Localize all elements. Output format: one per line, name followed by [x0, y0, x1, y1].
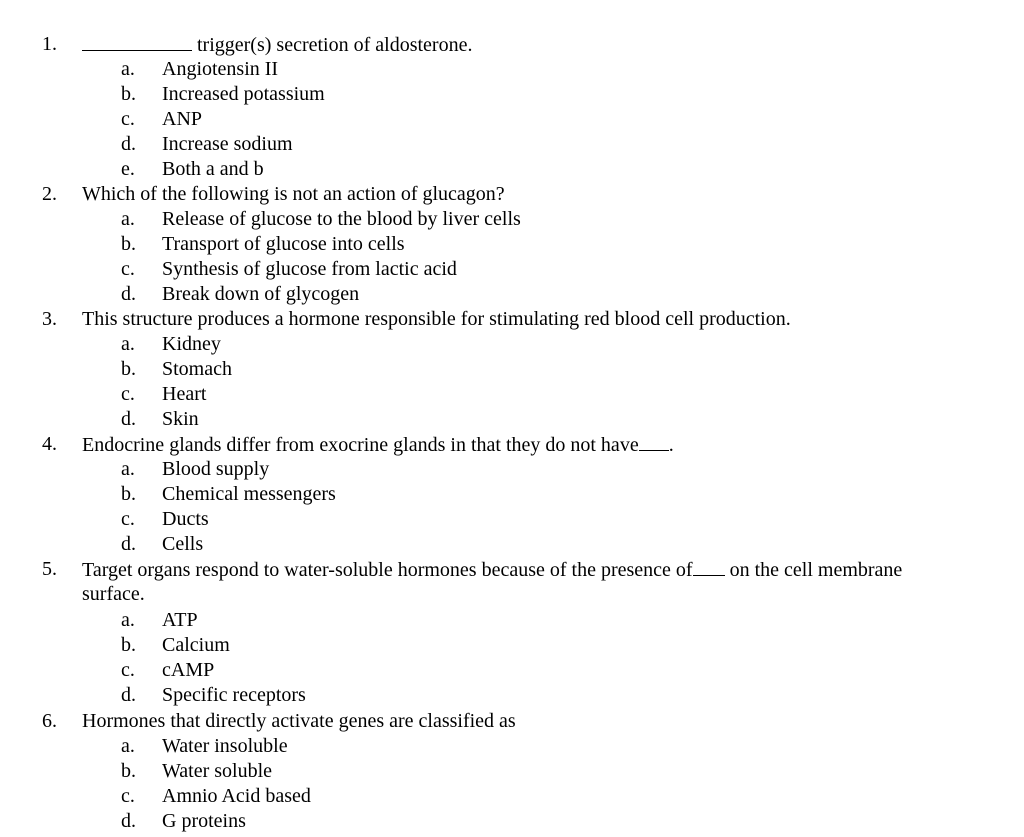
option-letter: b.	[121, 83, 136, 105]
option-letter: d.	[121, 283, 136, 305]
option-letter: b.	[121, 358, 136, 380]
question-number: 1.	[42, 33, 57, 55]
question-text: This structure produces a hormone responsible for stimulating red blood cell production.	[82, 308, 791, 330]
option-text: cAMP	[162, 659, 215, 681]
option-text: Synthesis of glucose from lactic acid	[162, 258, 457, 280]
option-letter: a.	[121, 609, 135, 631]
option-letter: c.	[121, 108, 135, 130]
answer-blank	[693, 557, 725, 576]
option-letter: b.	[121, 233, 136, 255]
option-text: Water insoluble	[162, 735, 288, 757]
option-text: Increased potassium	[162, 83, 325, 105]
option-letter: c.	[121, 383, 135, 405]
option-text: Specific receptors	[162, 684, 306, 706]
option-letter: e.	[121, 158, 135, 180]
option-text: G proteins	[162, 810, 246, 832]
option-letter: c.	[121, 659, 135, 681]
option-text: Release of glucose to the blood by liver cells	[162, 208, 521, 230]
option-text: Transport of glucose into cells	[162, 233, 405, 255]
option-letter: d.	[121, 408, 136, 430]
option-letter: c.	[121, 258, 135, 280]
option-text: Stomach	[162, 358, 232, 380]
option-text: Amnio Acid based	[162, 785, 311, 807]
question-number: 6.	[42, 710, 57, 732]
option-text: Increase sodium	[162, 133, 293, 155]
question-text: surface.	[82, 583, 145, 605]
question-number: 3.	[42, 308, 57, 330]
option-letter: a.	[121, 333, 135, 355]
option-letter: a.	[121, 208, 135, 230]
question-text: Target organs respond to water-soluble hormones because of the presence of on the cell membrane	[82, 559, 903, 581]
option-letter: b.	[121, 760, 136, 782]
question-text: trigger(s) secretion of aldosterone.	[82, 32, 472, 58]
option-text: Kidney	[162, 333, 221, 355]
option-text: Water soluble	[162, 760, 273, 782]
question-number: 2.	[42, 183, 57, 205]
option-letter: d.	[121, 533, 136, 555]
option-text: Skin	[162, 408, 199, 430]
option-letter: a.	[121, 58, 135, 80]
option-letter: a.	[121, 458, 135, 480]
option-letter: a.	[121, 735, 135, 757]
question-number: 5.	[42, 558, 57, 580]
answer-blank	[639, 432, 669, 451]
option-text: Both a and b	[162, 158, 264, 180]
option-text: ATP	[162, 609, 198, 631]
option-text: Heart	[162, 383, 207, 405]
option-letter: b.	[121, 483, 136, 505]
question-text: Endocrine glands differ from exocrine glands in that they do not have .	[82, 434, 674, 456]
question-text: Hormones that directly activate genes are classified as	[82, 710, 516, 732]
option-text: Angiotensin II	[162, 58, 279, 80]
option-letter: d.	[121, 810, 136, 832]
option-text: Break down of glycogen	[162, 283, 360, 305]
option-text: Cells	[162, 533, 204, 555]
question-text: Which of the following is not an action of glucagon?	[82, 183, 505, 205]
option-text: Chemical messengers	[162, 483, 336, 505]
option-letter: d.	[121, 133, 136, 155]
answer-blank	[82, 32, 192, 51]
option-text: ANP	[162, 108, 203, 130]
option-text: Ducts	[162, 508, 209, 530]
option-letter: d.	[121, 684, 136, 706]
option-letter: c.	[121, 785, 135, 807]
option-letter: b.	[121, 634, 136, 656]
option-text: Blood supply	[162, 458, 270, 480]
option-letter: c.	[121, 508, 135, 530]
question-number: 4.	[42, 433, 57, 455]
option-text: Calcium	[162, 634, 230, 656]
